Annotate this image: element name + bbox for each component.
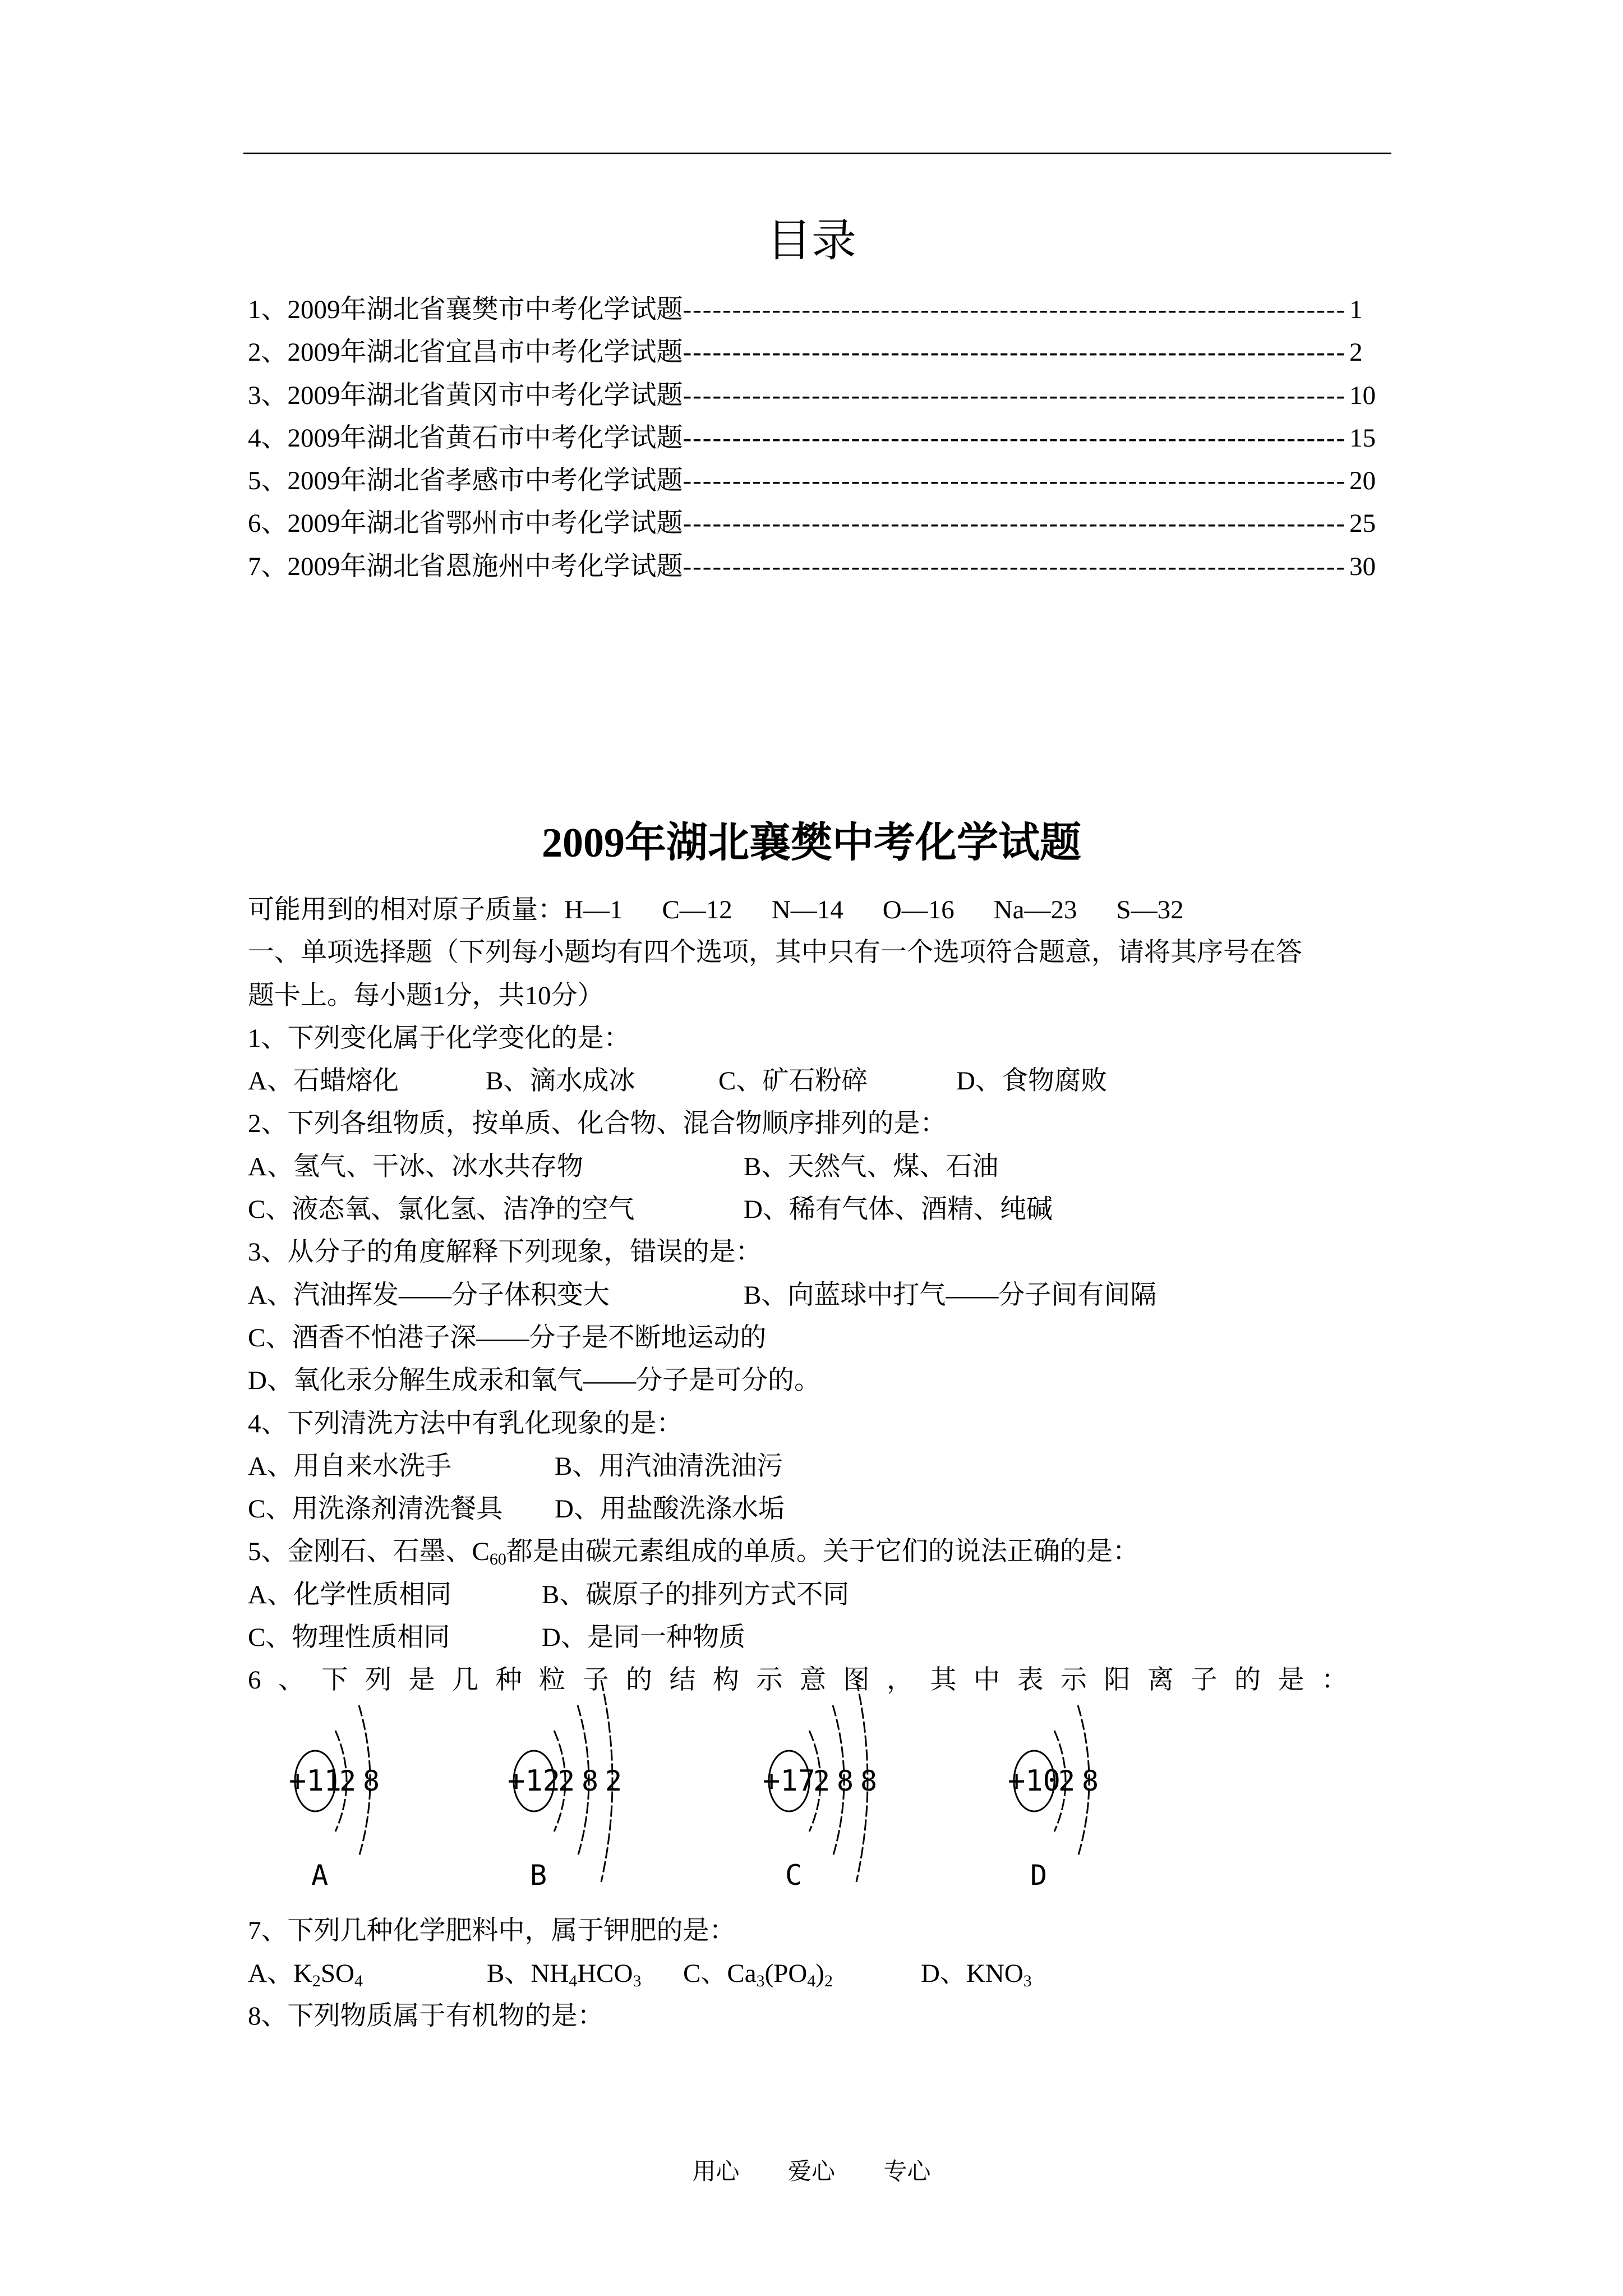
- question-stem: 2、下列各组物质，按单质、化合物、混合物顺序排列的是：: [248, 1109, 947, 1139]
- toc-page: 30: [1349, 551, 1376, 581]
- option-c: C、液态氧、氯化氢、洁净的空气: [248, 1195, 635, 1225]
- toc-entry[interactable]: [248, 378, 1376, 420]
- option-b: B、$NH_4HCO_3$: [487, 1958, 642, 1990]
- atom-diagram-b: [500, 1700, 702, 1892]
- options-row: [248, 1577, 1392, 1619]
- toc-entry[interactable]: [248, 549, 1376, 591]
- option-c: C、酒香不怕港子深——分子是不断地运动的: [248, 1323, 767, 1352]
- nucleus-charge: +11: [289, 1764, 342, 1798]
- toc-leader: -------------------------------------------------------------------: [683, 338, 1347, 367]
- toc-entry[interactable]: [248, 505, 1376, 548]
- exam-body: [248, 892, 1392, 2041]
- mass-item: O—16: [882, 895, 955, 924]
- nucleus-charge: +12: [508, 1764, 560, 1798]
- mass-item: S—32: [1116, 895, 1184, 924]
- question-stem: 3、从分子的角度解释下列现象，错误的是：: [248, 1237, 762, 1267]
- question-stem: [248, 1534, 1392, 1576]
- toc-page: 10: [1349, 380, 1376, 410]
- option-c: C、用洗涤剂清洗餐具: [248, 1494, 503, 1524]
- option-b: B、用汽油清洗油污: [555, 1451, 783, 1481]
- toc-page: 15: [1349, 423, 1376, 453]
- exam-title: 2009年湖北襄樊中考化学试题: [542, 820, 1081, 866]
- atom-diagrams: [248, 1700, 1392, 1892]
- subscript: 60: [489, 1550, 506, 1569]
- question-stem: 1、下列变化属于化学变化的是：: [248, 1023, 630, 1053]
- shell-electron-count: 2: [339, 1764, 357, 1797]
- toc-leader: -------------------------------------------------------------------: [683, 466, 1347, 496]
- atom-svg: [755, 1700, 957, 1892]
- options-row: [248, 1619, 1392, 1662]
- option-b: B、碳原子的排列方式不同: [542, 1580, 850, 1609]
- shell-electron-count: 8: [581, 1764, 599, 1797]
- atomic-masses: [248, 892, 1392, 935]
- option-a: A、化学性质相同: [248, 1580, 451, 1609]
- footer-text: 爱心: [787, 2159, 835, 2185]
- toc-entry-label: 7、2009年湖北省恩施州中考化学试题: [248, 551, 683, 581]
- options-row: [248, 1191, 1392, 1234]
- toc-title: 目录: [767, 217, 856, 266]
- toc-leader: -------------------------------------------------------------------: [683, 295, 1347, 324]
- toc-entry-label: 4、2009年湖北省黄石市中考化学试题: [248, 423, 683, 453]
- option-d: D、$KNO_3$: [921, 1958, 1032, 1990]
- mass-item: H—1: [564, 895, 623, 924]
- options-row: [248, 1955, 1392, 1998]
- toc-page: 1: [1349, 295, 1363, 324]
- stem-text: 5、金刚石、石墨、C: [248, 1537, 490, 1567]
- option-b: B、向蓝球中打气——分子间有间隔: [744, 1280, 1157, 1310]
- toc-entry-label: 2、2009年湖北省宜昌市中考化学试题: [248, 338, 683, 367]
- option-d: D、用盐酸洗涤水垢: [555, 1494, 785, 1524]
- option-b: B、滴水成冰: [486, 1066, 635, 1096]
- toc-entry-label: 1、2009年湖北省襄樊市中考化学试题: [248, 295, 683, 324]
- stem-text: 都是由碳元素组成的单质。关于它们的说法正确的是：: [506, 1537, 1139, 1567]
- footer-text: 专心: [883, 2159, 931, 2185]
- toc-page: 20: [1349, 466, 1376, 496]
- shell-electron-count: 2: [605, 1764, 623, 1797]
- option-d: D、是同一种物质: [542, 1623, 745, 1653]
- masses-label: 可能用到的相对原子质量：: [248, 895, 564, 924]
- options-row: [248, 1448, 1392, 1491]
- toc-entry-label: 5、2009年湖北省孝感市中考化学试题: [248, 466, 683, 496]
- toc-entry[interactable]: [248, 334, 1363, 377]
- question-stem: 7、下列几种化学肥料中，属于钾肥的是：: [248, 1916, 736, 1945]
- option-b: B、天然气、煤、石油: [744, 1152, 999, 1181]
- diagram-label: C: [785, 1858, 803, 1892]
- option-d: D、氧化汞分解生成汞和氧气——分子是可分的。: [248, 1366, 820, 1396]
- header-rule: [243, 153, 1391, 154]
- option-a: A、$K_2SO_4$: [248, 1958, 363, 1990]
- atom-diagram-c: [755, 1700, 957, 1892]
- diagram-label: B: [529, 1858, 547, 1892]
- options-row: [248, 1277, 1392, 1320]
- option-a: A、石蜡熔化: [248, 1066, 399, 1096]
- shell-electron-count: 8: [836, 1764, 854, 1797]
- diagram-label: A: [311, 1858, 329, 1892]
- table-of-contents: [248, 292, 1376, 591]
- option-a: A、用自来水洗手: [248, 1451, 451, 1481]
- shell-electron-count: 8: [362, 1764, 380, 1797]
- atom-svg: [500, 1700, 702, 1892]
- option-d: D、稀有气体、酒精、纯碱: [744, 1195, 1053, 1225]
- shell-electron-count: 2: [813, 1764, 831, 1797]
- mass-item: C—12: [662, 895, 732, 924]
- toc-entry[interactable]: [248, 420, 1376, 463]
- question-stem: 6、下列是几种粒子的结构示意图，其中表示阳离子的是：: [248, 1665, 1365, 1695]
- option-c: C、物理性质相同: [248, 1623, 450, 1653]
- toc-entry-label: 6、2009年湖北省鄂州市中考化学试题: [248, 509, 683, 539]
- nucleus-charge: +17: [763, 1764, 815, 1798]
- footer-text: 用心: [692, 2159, 740, 2185]
- toc-page: 25: [1349, 509, 1376, 539]
- atom-diagram-d: [1000, 1700, 1202, 1892]
- shell-electron-count: 2: [557, 1764, 575, 1797]
- option-c: C、$Ca_3(PO_4)_2$: [683, 1958, 833, 1990]
- atom-svg: [1000, 1700, 1202, 1892]
- options-row: [248, 1491, 1392, 1534]
- atom-svg: [282, 1700, 483, 1892]
- page-footer: [0, 2153, 1623, 2187]
- nucleus-charge: +10: [1008, 1764, 1061, 1798]
- options-row: [248, 1063, 1392, 1106]
- toc-leader: -------------------------------------------------------------------: [683, 380, 1347, 410]
- shell-electron-count: 8: [860, 1764, 878, 1797]
- option-d: D、食物腐败: [956, 1066, 1107, 1096]
- options-row: [248, 1149, 1392, 1191]
- section-instructions: 一、单项选择题（下列每小题均有四个选项，其中只有一个选项符合题意，请将其序号在答: [248, 938, 1302, 968]
- toc-leader: -------------------------------------------------------------------: [683, 423, 1347, 453]
- option-c: C、矿石粉碎: [718, 1066, 868, 1096]
- toc-page: 2: [1349, 338, 1363, 367]
- atom-diagram-a: [282, 1700, 483, 1892]
- toc-entry[interactable]: [248, 463, 1376, 505]
- diagram-label: D: [1030, 1858, 1048, 1892]
- question-stem: 4、下列清洗方法中有乳化现象的是：: [248, 1409, 683, 1438]
- option-a: A、氢气、干冰、冰水共存物: [248, 1152, 583, 1181]
- option-a: A、汽油挥发——分子体积变大: [248, 1280, 610, 1310]
- shell-electron-count: 2: [1058, 1764, 1076, 1797]
- toc-leader: -------------------------------------------------------------------: [683, 551, 1347, 581]
- toc-leader: -------------------------------------------------------------------: [683, 509, 1347, 539]
- mass-item: N—14: [771, 895, 843, 924]
- question-stem: 8、下列物质属于有机物的是：: [248, 2001, 604, 2031]
- section-instructions-cont: 题卡上。每小题1分，共10分）: [248, 981, 604, 1010]
- shell-electron-count: 8: [1081, 1764, 1099, 1797]
- mass-item: Na—23: [993, 895, 1077, 924]
- toc-entry[interactable]: [248, 292, 1363, 334]
- toc-entry-label: 3、2009年湖北省黄冈市中考化学试题: [248, 380, 683, 410]
